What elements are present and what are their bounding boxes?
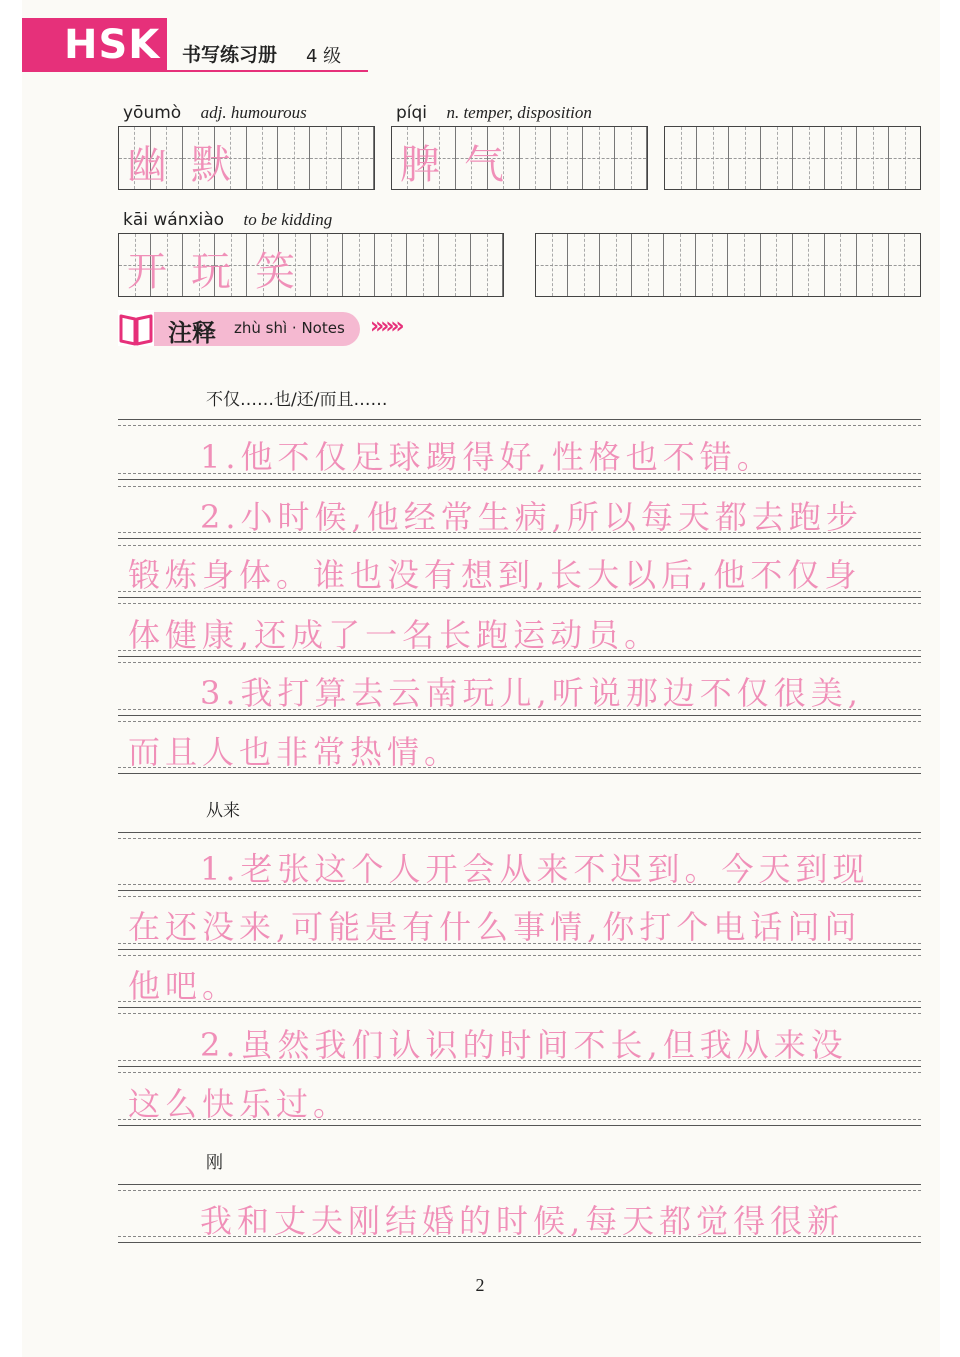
example-line: 在还没来,可能是有什么事情,你打个电话问问 — [128, 908, 862, 946]
example-line: 我和丈夫刚结婚的时候,每天都觉得很新 — [200, 1202, 845, 1240]
notes-subtitle: zhù shì · Notes — [234, 319, 345, 337]
rule-line — [118, 1066, 921, 1067]
rule-line — [118, 1060, 921, 1061]
rule-line — [118, 832, 921, 833]
hsk-badge: HSK — [22, 18, 167, 72]
vocab-gloss: to be kidding — [243, 210, 333, 229]
rule-line — [118, 955, 921, 956]
vocab-entry-3 — [123, 210, 332, 230]
rule-line — [118, 532, 921, 533]
rule-line — [118, 709, 921, 710]
example-line: 他吧。 — [128, 967, 240, 1005]
rule-line — [118, 1013, 921, 1014]
rule-line — [118, 949, 921, 950]
rule-line — [118, 838, 921, 839]
example-line: 1.他不仅足球踢得好,性格也不错。 — [200, 438, 774, 476]
notes-title: 注释 — [168, 319, 216, 347]
example-line: 2.小时候,他经常生病,所以每天都去跑步 — [200, 498, 863, 536]
rule-line — [118, 591, 921, 592]
writing-grid — [118, 233, 504, 297]
rule-line — [118, 715, 921, 716]
rule-line — [118, 425, 921, 426]
rule-line — [118, 943, 921, 944]
vocab-chars: 开玩笑 — [127, 249, 319, 295]
rule-line — [118, 597, 921, 598]
rule-line — [118, 773, 921, 774]
note-heading: 不仅……也/还/而且…… — [206, 390, 388, 410]
example-line: 2.虽然我们认识的时间不长,但我从来没 — [200, 1026, 848, 1064]
rule-line — [118, 650, 921, 651]
rule-line — [118, 656, 921, 657]
rule-line — [118, 767, 921, 768]
rule-line — [118, 1236, 921, 1237]
rule-line — [118, 1072, 921, 1073]
rule-line — [118, 1125, 921, 1126]
book-level: 4 级 — [306, 46, 342, 67]
rule-line — [118, 545, 921, 546]
rule-line — [118, 486, 921, 487]
vocab-gloss: n. temper, disposition — [446, 103, 592, 122]
rule-line — [118, 890, 921, 891]
rule-line — [118, 1007, 921, 1008]
example-line: 1.老张这个人开会从来不迟到。今天到现 — [200, 850, 870, 888]
vocab-entry-1 — [123, 103, 307, 123]
writing-grid-blank — [535, 233, 921, 297]
open-book-icon — [118, 310, 154, 346]
rule-line — [118, 1184, 921, 1185]
rule-line — [118, 884, 921, 885]
vocab-gloss: adj. humourous — [200, 103, 307, 122]
example-line: 体健康,还成了一名长跑运动员。 — [128, 616, 662, 654]
writing-grid — [391, 126, 648, 190]
page-number: 2 — [475, 1275, 485, 1295]
vocab-chars: 幽默 — [127, 142, 255, 188]
header-divider — [22, 70, 368, 72]
rule-line — [118, 1190, 921, 1191]
rule-line — [118, 662, 921, 663]
chevron-arrows-icon: »»» — [370, 314, 401, 339]
vocab-entry-2 — [396, 103, 592, 123]
note-heading: 刚 — [206, 1153, 223, 1173]
rule-line — [118, 479, 921, 480]
rule-line — [118, 721, 921, 722]
rule-line — [118, 1001, 921, 1002]
vocab-pinyin: yōumò — [123, 103, 182, 123]
example-line: 而且人也非常热情。 — [128, 733, 462, 771]
book-title: 书写练习册 — [182, 44, 278, 66]
example-line: 这么快乐过。 — [128, 1085, 351, 1123]
vocab-pinyin: píqi — [396, 103, 428, 123]
rule-line — [118, 603, 921, 604]
rule-line — [118, 473, 921, 474]
rule-line — [118, 419, 921, 420]
rule-line — [118, 896, 921, 897]
writing-grid — [118, 126, 375, 190]
example-line: 锻炼身体。谁也没有想到,长大以后,他不仅身 — [128, 556, 862, 594]
example-line: 3.我打算去云南玩儿,听说那边不仅很美, — [200, 674, 863, 712]
rule-line — [118, 538, 921, 539]
writing-grid-blank — [664, 126, 921, 190]
rule-line — [118, 1119, 921, 1120]
note-heading: 从来 — [206, 801, 240, 821]
vocab-pinyin: kāi wánxiào — [123, 210, 225, 230]
rule-line — [118, 1242, 921, 1243]
vocab-chars: 脾气 — [400, 142, 528, 188]
